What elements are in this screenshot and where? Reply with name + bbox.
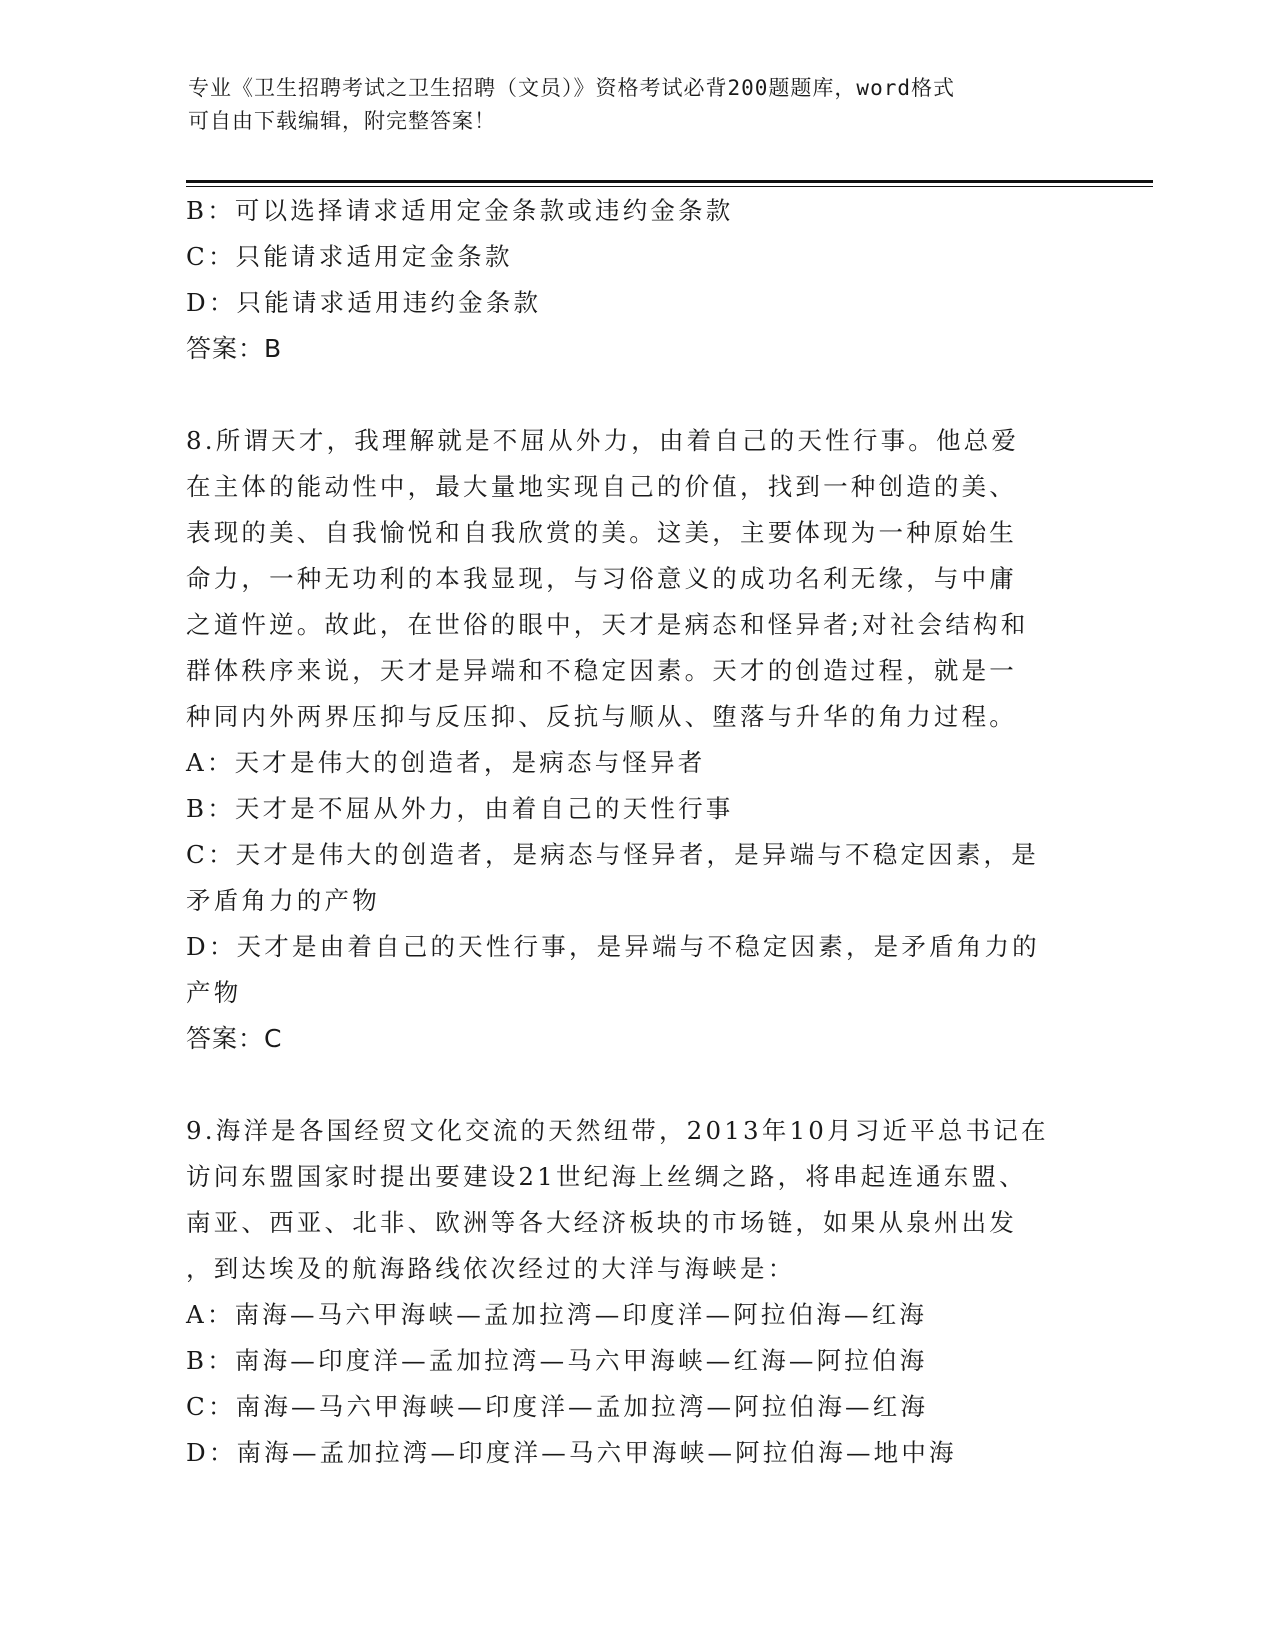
- q7-answer: 答案：B: [186, 334, 283, 363]
- q9-option-a: A：南海—马六甲海峡—孟加拉湾—印度洋—阿拉伯海—红海: [186, 1300, 928, 1329]
- document-header: [188, 72, 1088, 138]
- q9-option-b: B：南海—印度洋—孟加拉湾—马六甲海峡—红海—阿拉伯海: [186, 1346, 928, 1375]
- q8-option-c: C：天才是伟大的创造者，是病态与怪异者，是异端与不稳定因素，是: [186, 840, 1039, 869]
- header-line-1: 专业《卫生招聘考试之卫生招聘（文员）》资格考试必背200题题库，word格式: [188, 76, 955, 100]
- q8-stem-line: 在主体的能动性中，最大量地实现自己的价值，找到一种创造的美、: [186, 472, 1017, 501]
- q8-answer: 答案：C: [186, 1024, 283, 1053]
- spacer: [186, 1062, 1086, 1108]
- q8-option-c-cont: 矛盾角力的产物: [186, 886, 380, 915]
- q9-stem-line: ，到达埃及的航海路线依次经过的大洋与海峡是：: [186, 1254, 796, 1283]
- q9-stem-line: 访问东盟国家时提出要建设21世纪海上丝绸之路，将串起连通东盟、: [186, 1162, 1027, 1191]
- q7-option-c: C：只能请求适用定金条款: [186, 242, 513, 271]
- q8-option-d: D：天才是由着自己的天性行事，是异端与不稳定因素，是矛盾角力的: [186, 932, 1040, 961]
- header-divider-thin: [186, 186, 1153, 187]
- q8-stem-line: 表现的美、自我愉悦和自我欣赏的美。这美，主要体现为一种原始生: [186, 518, 1017, 547]
- q8-option-d-cont: 产物: [186, 978, 242, 1007]
- q9-option-c: C：南海—马六甲海峡—印度洋—孟加拉湾—阿拉伯海—红海: [186, 1392, 929, 1421]
- header-line-2: 可自由下载编辑，附完整答案！: [188, 109, 496, 133]
- q8-stem-line: 之道忤逆。故此，在世俗的眼中，天才是病态和怪异者;对社会结构和: [186, 610, 1029, 639]
- q8-stem-line: 群体秩序来说，天才是异端和不稳定因素。天才的创造过程，就是一: [186, 656, 1017, 685]
- q8-stem-line: 命力，一种无功利的本我显现，与习俗意义的成功名利无缘，与中庸: [186, 564, 1017, 593]
- header-divider-thick: [186, 180, 1153, 183]
- q9-option-d: D：南海—孟加拉湾—印度洋—马六甲海峡—阿拉伯海—地中海: [186, 1438, 957, 1467]
- q8-option-a: A：天才是伟大的创造者，是病态与怪异者: [186, 748, 706, 777]
- q9-stem-line: 南亚、西亚、北非、欧洲等各大经济板块的市场链，如果从泉州出发: [186, 1208, 1017, 1237]
- document-body: [186, 188, 1086, 1476]
- spacer: [186, 372, 1086, 418]
- q8-stem-line: 种同内外两界压抑与反压抑、反抗与顺从、堕落与升华的角力过程。: [186, 702, 1017, 731]
- q8-stem-line: 8.所谓天才，我理解就是不屈从外力，由着自己的天性行事。他总爱: [186, 426, 1020, 455]
- q8-option-b: B：天才是不屈从外力，由着自己的天性行事: [186, 794, 734, 823]
- q7-option-b: B：可以选择请求适用定金条款或违约金条款: [186, 196, 734, 225]
- q7-option-d: D：只能请求适用违约金条款: [186, 288, 542, 317]
- q9-stem-line: 9.海洋是各国经贸文化交流的天然纽带，2013年10月习近平总书记在: [186, 1116, 1049, 1145]
